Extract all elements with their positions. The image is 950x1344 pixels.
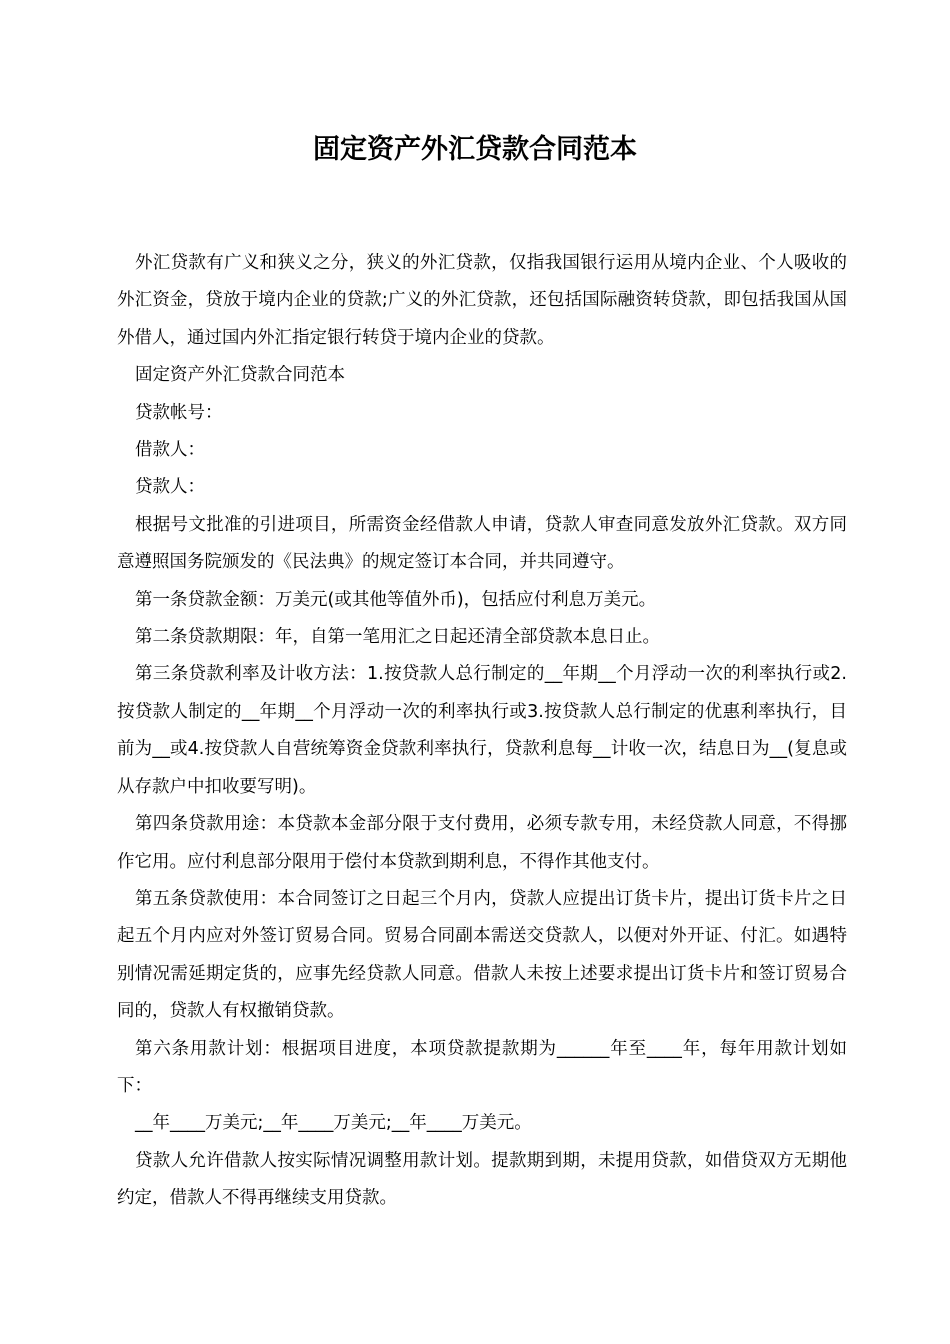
paragraph-article-3: 第三条贷款利率及计收方法：1.按贷款人总行制定的__年期__个月浮动一次的利率执行或2.按贷款人制定的__年期__个月浮动一次的利率执行或3.按贷款人总行制定的优惠利率执行，目前为__或4.按贷款人自营统筹资金贷款利率执行，贷款利息每__计收一次，结息日为__(复息或从存款户中扣收要写明)。 xyxy=(117,664,847,797)
paragraph-lender: 贷款人： xyxy=(135,477,205,498)
paragraph-article-1: 第一条贷款金额：万美元(或其他等值外币)，包括应付利息万美元。 xyxy=(135,589,657,610)
paragraph-article-6: 第六条用款计划：根据项目进度，本项贷款提款期为______年至____年，每年用款计划如下： xyxy=(117,1038,847,1096)
paragraph-article-5: 第五条贷款使用：本合同签订之日起三个月内，贷款人应提出订货卡片，提出订货卡片之日起五个月内应对外签订贸易合同。贸易合同副本需送交贷款人，以便对外开证、付汇。如遇特别情况需延期定货的，应事先经贷款人同意。借款人未按上述要求提出订货卡片和签订贸易合同的，贷款人有权撤销贷款。 xyxy=(117,888,847,1022)
paragraph-loan-account: 贷款帐号： xyxy=(135,402,223,423)
paragraph-preamble: 根据号文批准的引进项目，所需资金经借款人申请，贷款人审查同意发放外汇贷款。双方同意遵照国务院颁发的《民法典》的规定签订本合同，并共同遵守。 xyxy=(117,514,847,573)
paragraph-intro: 外汇贷款有广义和狭义之分，狭义的外汇贷款，仅指我国银行运用从境内企业、个人吸收的外汇资金，贷放于境内企业的贷款;广义的外汇贷款，还包括国际融资转贷款，即包括我国从国外借人，通过国内外汇指定银行转贷于境内企业的贷款。 xyxy=(117,253,847,348)
document-body xyxy=(117,245,847,1218)
paragraph-subtitle: 固定资产外汇贷款合同范本 xyxy=(135,365,345,386)
document-title: 固定资产外汇贷款合同范本 xyxy=(313,134,637,165)
paragraph-article-2: 第二条贷款期限：年，自第一笔用汇之日起还清全部贷款本息日止。 xyxy=(135,627,660,648)
paragraph-borrower: 借款人： xyxy=(135,440,205,461)
paragraph-plan-schedule: __年____万美元;__年____万美元;__年____万美元。 xyxy=(135,1113,532,1134)
paragraph-article-4: 第四条贷款用途：本贷款本金部分限于支付费用，必须专款专用，未经贷款人同意，不得挪作它用。应付利息部分限用于偿付本贷款到期利息，不得作其他支付。 xyxy=(117,814,847,872)
paragraph-plan-adjustment: 贷款人允许借款人按实际情况调整用款计划。提款期到期，未提用贷款，如借贷双方无期他约定，借款人不得再继续支用贷款。 xyxy=(117,1150,847,1209)
